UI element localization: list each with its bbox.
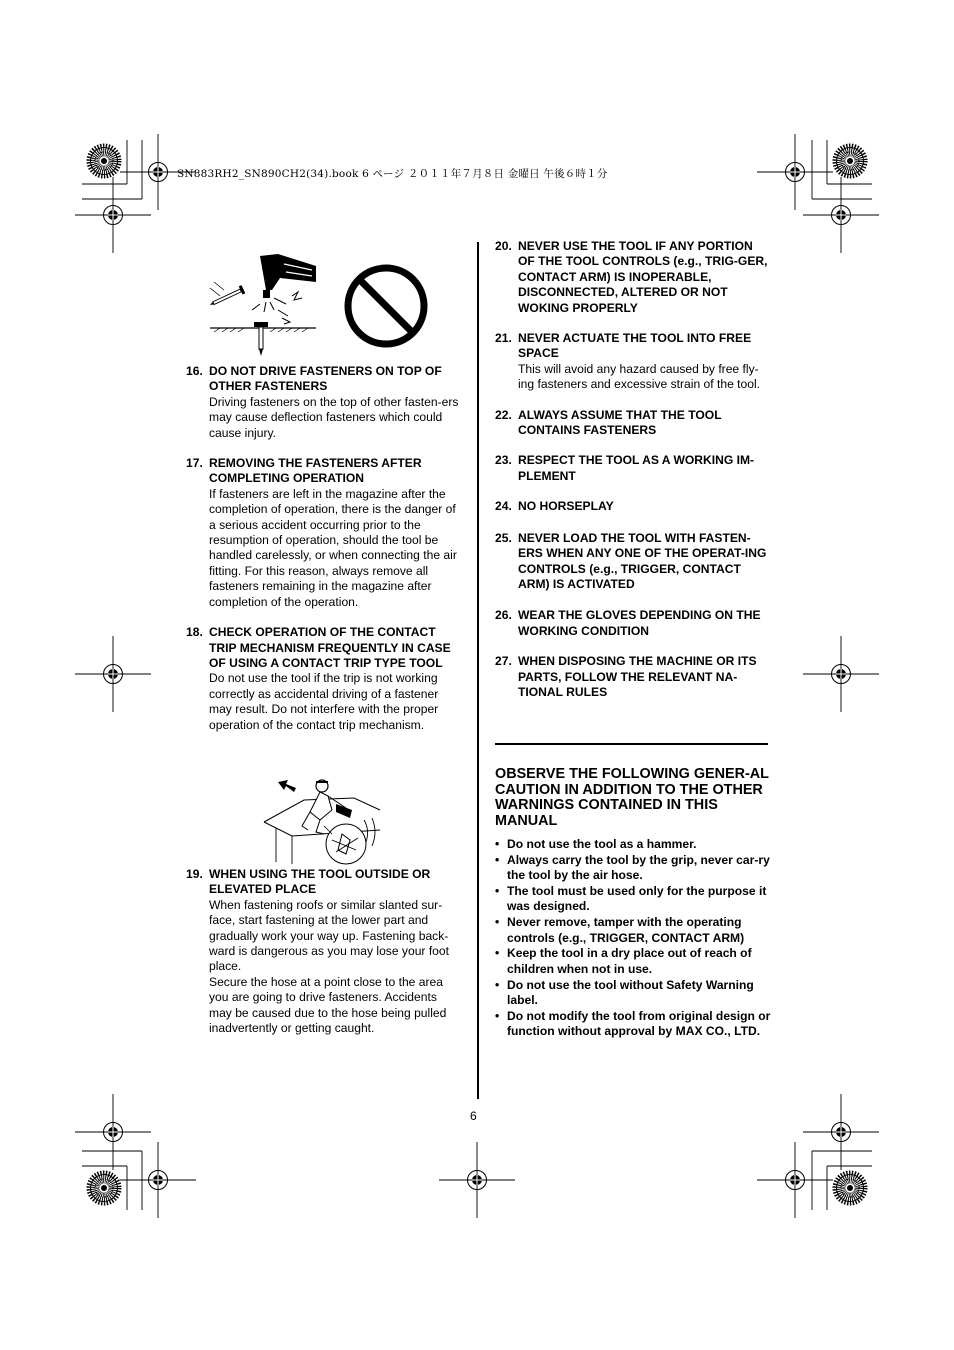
item-number: 22.	[495, 407, 512, 422]
list-item: • Never remove, tamper with the operating controls (e.g., TRIGGER, CONTACT ARM)	[495, 915, 775, 946]
list-item: • Always carry the tool by the grip, never car-ry the tool by the air hose.	[495, 853, 775, 884]
item-heading: WHEN USING THE TOOL OUTSIDE OR ELEVATED PLACE	[209, 866, 431, 897]
list-item: • Do not use the tool as a hammer.	[495, 837, 775, 852]
warning-item-16	[186, 364, 462, 441]
item-number: 25.	[495, 530, 512, 545]
item-heading: WHEN DISPOSING THE MACHINE OR ITS PARTS, FOLLOW THE RELEVANT NA-TIONAL RULES	[518, 654, 757, 699]
warning-item-22	[495, 408, 771, 439]
warning-item-23	[495, 453, 771, 484]
item-heading: WEAR THE GLOVES DEPENDING ON THE WORKING CONDITION	[518, 608, 761, 638]
item-number: 17.	[186, 456, 203, 471]
left-column	[186, 364, 462, 1036]
item-body: When fastening roofs or similar slanted sur-face, start fastening at the lower part and gradually work your way up. Fastening back-ward is dangerous as you may lose your foot place.	[209, 897, 449, 974]
warning-item-24	[495, 499, 771, 514]
item-heading: RESPECT THE TOOL AS A WORKING IM-PLEMENT	[518, 453, 755, 483]
page-number: 6	[470, 1109, 477, 1123]
warning-item-26	[495, 608, 771, 639]
warning-item-21	[495, 331, 771, 393]
item-heading: NEVER LOAD THE TOOL WITH FASTEN-ERS WHEN ANY ONE OF THE OPERAT-ING CONTROLS (e.g., TRIGGER, CONTACT ARM) IS ACTIVATED	[518, 530, 767, 591]
item-number: 23.	[495, 453, 512, 468]
warning-item-17	[186, 456, 462, 610]
item-body: Do not use the tool if the trip is not working correctly as accidental driving of a fastener may result. Do not interfere with the proper operation of the contact trip mechanism.	[209, 671, 439, 732]
item-heading: ALWAYS ASSUME THAT THE TOOL CONTAINS FASTENERS	[518, 407, 722, 438]
item-number: 16.	[186, 364, 203, 378]
item-number: 18.	[186, 625, 203, 640]
print-info-header: SN883RH2_SN890CH2(34).book 6 ページ ２０１１年７月８日 金曜日 午後６時１分	[177, 168, 608, 180]
item-heading: NO HORSEPLAY	[518, 499, 614, 514]
column-divider	[477, 242, 479, 1099]
list-item: • Keep the tool in a dry place out of reach of children when not in use.	[495, 946, 775, 977]
prohibited-icon	[343, 263, 429, 349]
item-number: 26.	[495, 608, 512, 623]
warning-item-25	[495, 531, 771, 593]
item-heading: NEVER ACTUATE THE TOOL INTO FREE SPACE	[518, 331, 752, 361]
warning-item-20	[495, 239, 771, 316]
item-heading: NEVER USE THE TOOL IF ANY PORTION OF THE TOOL CONTROLS (e.g., TRIG-GER, CONTACT ARM) IS INOPERABLE, DISCONNECTED, ALTERED OR NOT WOKING PROPERLY	[518, 239, 768, 315]
list-item: • Do not modify the tool from original design or function without approval by MAX CO., LTD.	[495, 1009, 775, 1040]
list-item: • The tool must be used only for the purpose it was designed.	[495, 884, 775, 915]
item-number: 20.	[495, 239, 512, 253]
warning-item-19	[186, 867, 462, 1036]
item-body: Driving fasteners on the top of other fasten-ers may cause deflection fasteners which could cause injury.	[209, 394, 459, 440]
section-divider	[495, 743, 768, 745]
item-number: 27.	[495, 654, 512, 669]
item-number: 24.	[495, 499, 512, 514]
warning-item-27	[495, 654, 771, 700]
item-number: 21.	[495, 331, 512, 346]
list-item: • Do not use the tool without Safety Warning label.	[495, 978, 775, 1009]
item-heading: CHECK OPERATION OF THE CONTACT TRIP MECHANISM FREQUENTLY IN CASE OF USING A CONTACT TRIP TYPE TOOL	[209, 625, 451, 670]
item-heading: REMOVING THE FASTENERS AFTER COMPLETING OPERATION	[209, 456, 422, 486]
item-body: This will avoid any hazard caused by free fly-ing fasteners and excessive strain of the tool.	[518, 361, 761, 392]
general-caution-title: OBSERVE THE FOLLOWING GENER-AL CAUTION IN ADDITION TO THE OTHER WARNINGS CONTAINED IN THIS MANUAL	[495, 766, 769, 829]
item-number: 19.	[186, 866, 203, 881]
nail-on-nail-illustration	[208, 252, 320, 360]
item-heading: DO NOT DRIVE FASTENERS ON TOP OF OTHER FASTENERS	[209, 364, 442, 394]
general-caution-list	[495, 837, 775, 1040]
right-column	[495, 239, 771, 700]
item-body-continued: Secure the hose at a point close to the area you are going to drive fasteners. Accidents may be caused due to the hose being pulled inadvertently or getting caught.	[209, 974, 447, 1035]
item-body: If fasteners are left in the magazine after the completion of operation, there is the danger of a serious accident occurring prior to the resumption of operation, should the tool be handled carelessly, or when connecting the air fitting. For this reason, always remove all fasteners remaining in the magazine after completion of the operation.	[209, 486, 457, 609]
warning-item-18	[186, 625, 462, 733]
